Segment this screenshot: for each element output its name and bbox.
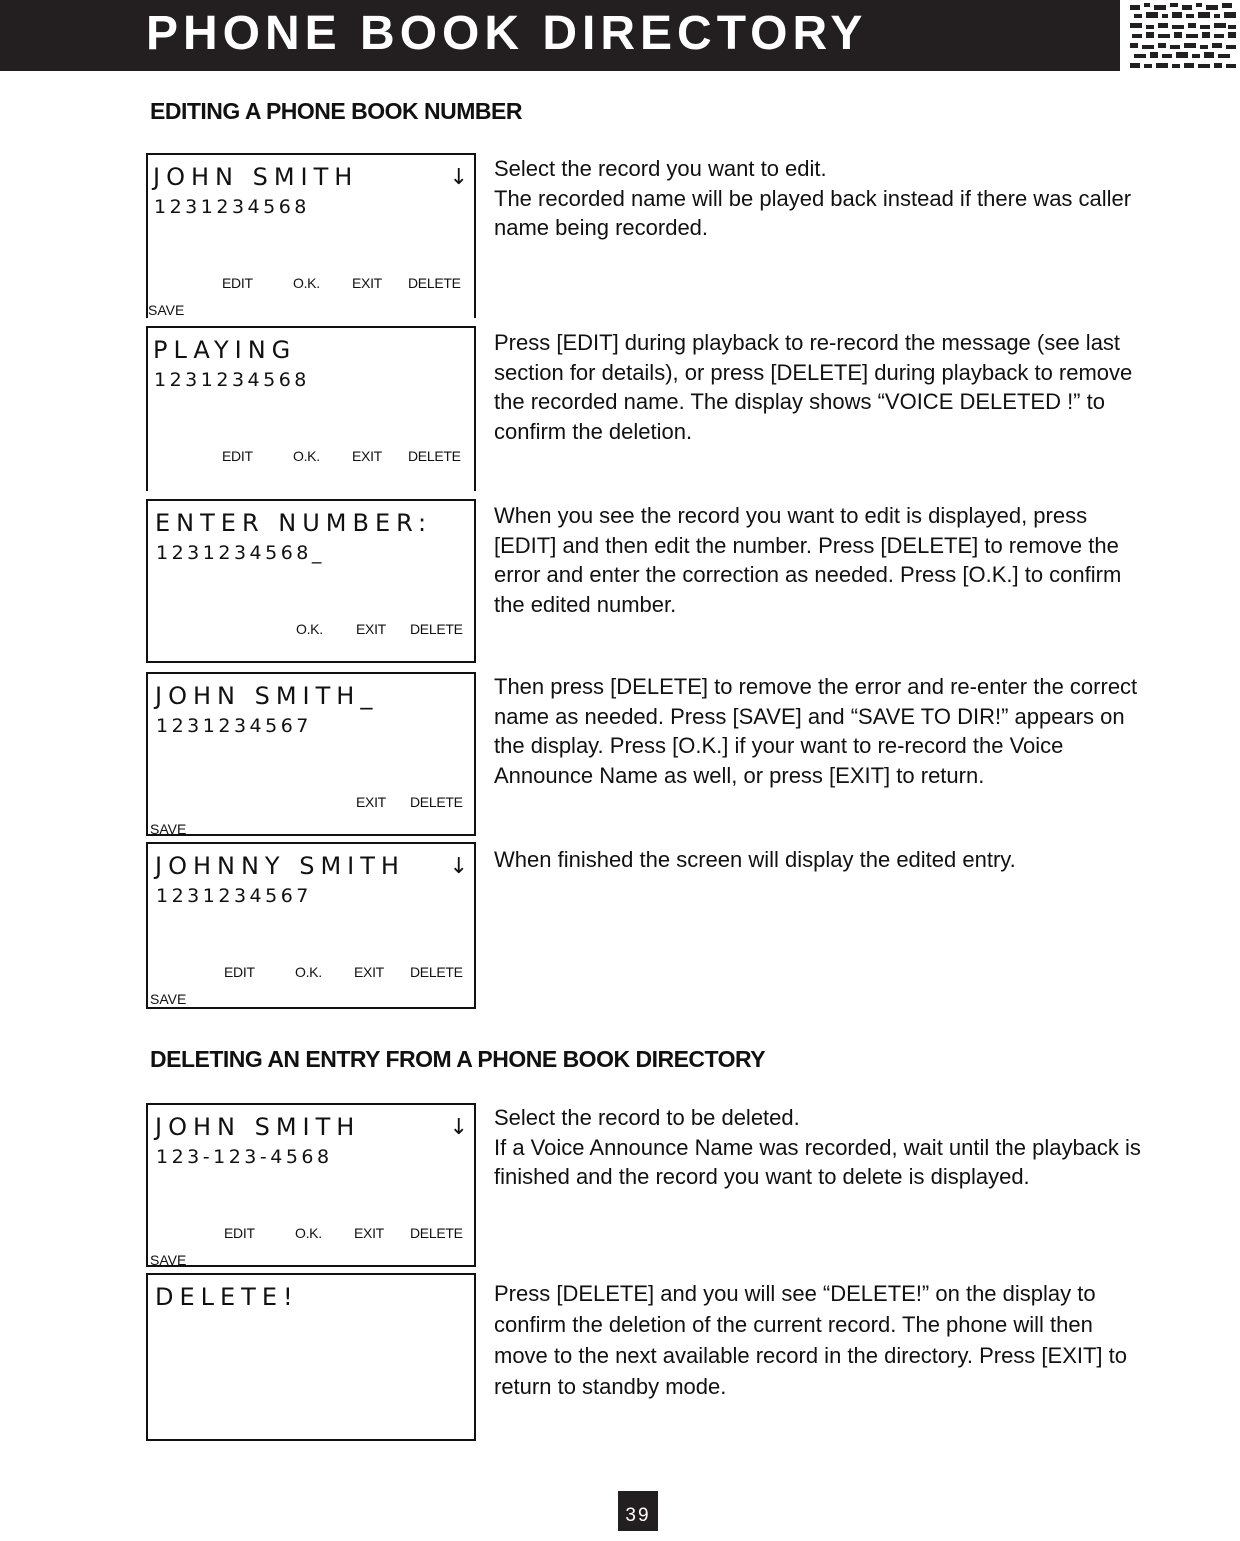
lcd-screen-playing — [146, 326, 476, 491]
lcd-status-line: DELETE! — [155, 1283, 299, 1311]
instruction-text: When you see the record you want to edit is displayed, press [EDIT] and then edit the number. Press [DELETE] to remove the error and enter the correction as needed. Press [O.K.] to confirm the edited number. — [494, 503, 1122, 617]
page-number: 39 — [618, 1491, 658, 1531]
lcd-number-line: 1231234567 — [156, 885, 312, 907]
down-arrow-icon: ↓ — [449, 165, 468, 190]
softkey-save: SAVE — [150, 821, 187, 837]
instruction-text: When finished the screen will display the edited entry. — [494, 847, 1016, 872]
instruction-line: Select the record to be deleted. — [494, 1105, 800, 1130]
softkey-ok: O.K. — [293, 275, 320, 291]
down-arrow-icon: ↓ — [449, 854, 468, 879]
softkey-save: SAVE — [150, 1252, 187, 1268]
softkey-exit: EXIT — [352, 448, 382, 464]
softkey-exit: EXIT — [356, 621, 386, 637]
section-heading-editing: EDITING A PHONE BOOK NUMBER — [150, 98, 522, 124]
lcd-number-line: 123-123-4568 — [156, 1146, 333, 1168]
softkey-row — [148, 964, 474, 980]
instruction-select-delete — [494, 1103, 1144, 1192]
instruction-playback-edit — [494, 328, 1144, 446]
lcd-prompt-line: ENTER NUMBER: — [155, 509, 433, 537]
instruction-select-record — [494, 154, 1144, 243]
softkey-delete: DELETE — [408, 448, 461, 464]
lcd-number-line: 1231234567 — [156, 715, 312, 737]
softkey-row — [148, 1225, 474, 1241]
lcd-screen-select-delete — [146, 1103, 476, 1267]
softkey-exit: EXIT — [354, 1225, 384, 1241]
softkey-edit: EDIT — [222, 448, 253, 464]
softkey-row — [146, 275, 474, 291]
softkey-delete: DELETE — [410, 621, 463, 637]
lcd-name-line: JOHN SMITH_ — [155, 682, 379, 710]
instruction-text: Press [EDIT] during playback to re-record the message (see last section for details), or press [DELETE] during playback to remove the recorded name. The display shows “VOICE DELETED !” to confirm the deletion. — [494, 330, 1133, 444]
section-heading-deleting: DELETING AN ENTRY FROM A PHONE BOOK DIRECTORY — [150, 1046, 766, 1072]
instruction-delete-confirm — [494, 1278, 1144, 1402]
down-arrow-icon: ↓ — [449, 1115, 468, 1140]
lcd-screen-enter-number — [146, 499, 476, 663]
instruction-finished — [494, 845, 1144, 875]
softkey-row — [148, 794, 474, 810]
instruction-line: If a Voice Announce Name was recorded, wait until the playback is finished and the record you want to delete is displayed. — [494, 1134, 1141, 1189]
lcd-screen-edited-entry — [146, 842, 476, 1009]
softkey-ok: O.K. — [295, 1225, 322, 1241]
lcd-screen-delete-confirm — [146, 1273, 476, 1441]
instruction-edit-number — [494, 501, 1144, 619]
softkey-delete: DELETE — [408, 275, 461, 291]
softkey-ok: O.K. — [293, 448, 320, 464]
instruction-text: Then press [DELETE] to remove the error and re-enter the correct name as needed. Press [SAVE] and “SAVE TO DIR!” appears on the display. Press [O.K.] if your want to re-record the Voice Announce Name as well, or press [EXIT] to return. — [494, 674, 1138, 788]
softkey-exit: EXIT — [354, 964, 384, 980]
softkey-delete: DELETE — [410, 794, 463, 810]
lcd-number-line: 1231234568 — [154, 369, 310, 391]
lcd-number-line: 1231234568_ — [156, 542, 325, 564]
softkey-exit: EXIT — [352, 275, 382, 291]
lcd-number-line: 1231234568 — [154, 196, 310, 218]
lcd-name-line: JOHNNY SMITH — [155, 852, 405, 880]
header-bar — [0, 0, 1120, 71]
lcd-name-line: JOHN SMITH — [153, 163, 359, 191]
softkey-row — [146, 448, 474, 464]
softkey-ok: O.K. — [296, 621, 323, 637]
lcd-status-line: PLAYING — [153, 336, 297, 364]
softkey-row — [148, 621, 474, 637]
softkey-delete: DELETE — [410, 964, 463, 980]
softkey-edit: EDIT — [222, 275, 253, 291]
softkey-exit: EXIT — [356, 794, 386, 810]
page-title: PHONE BOOK DIRECTORY — [146, 7, 868, 60]
softkey-delete: DELETE — [410, 1225, 463, 1241]
lcd-screen-edit-name — [146, 672, 476, 836]
instruction-line: Select the record you want to edit. — [494, 156, 827, 181]
instruction-line: The recorded name will be played back instead if there was caller name being recorded. — [494, 185, 1132, 240]
pattern-logo-icon — [1128, 2, 1238, 70]
softkey-edit: EDIT — [224, 1225, 255, 1241]
softkey-save: SAVE — [148, 302, 185, 318]
softkey-edit: EDIT — [224, 964, 255, 980]
instruction-text: Press [DELETE] and you will see “DELETE!” on the display to confirm the deletion of the current record. The phone will then move to the next available record in the directory. Press [EXIT] to return to standby mode. — [494, 1281, 1127, 1399]
softkey-save: SAVE — [150, 991, 187, 1007]
softkey-ok: O.K. — [295, 964, 322, 980]
lcd-name-line: JOHN SMITH — [155, 1113, 361, 1141]
lcd-screen-select-record — [146, 153, 476, 318]
instruction-edit-name — [494, 672, 1144, 790]
